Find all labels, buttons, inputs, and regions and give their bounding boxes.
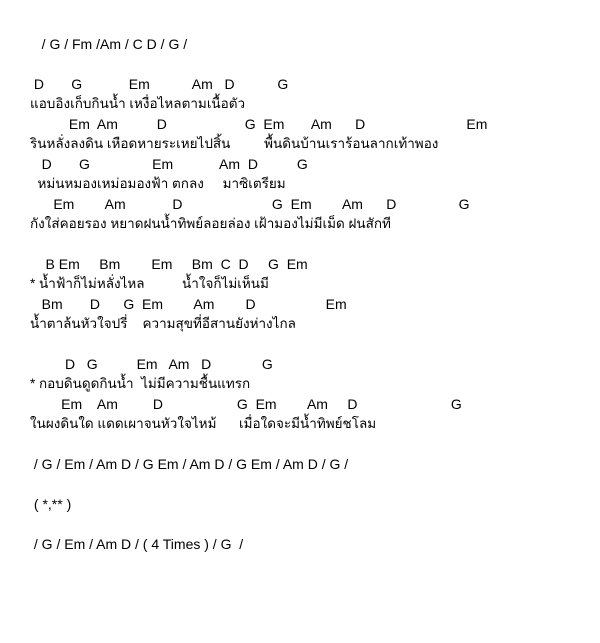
chord-line: Em Am D G Em Am D Em (30, 116, 488, 132)
outro-line: / G / Em / Am D / ( 4 Times ) / G / (30, 536, 244, 552)
instrumental-line: / G / Em / Am D / G Em / Am D / G Em / Am D / G / (30, 456, 349, 472)
chord-line: Bm D G Em Am D Em (30, 296, 347, 312)
lyric-line: น้ำตาล้นหัวใจปรี่ ความสุขที่อีสานยังห่างไกล (30, 316, 296, 331)
lyric-line: กังใส่คอยรอง หยาดฝนน้ำทิพย์ลอยล่อง เฝ้ามองไม่มีเม็ด ฝนสักที (30, 216, 391, 231)
repeat-marker: ( *,** ) (30, 496, 72, 512)
chord-line: Em Am D G Em Am D G (30, 196, 470, 212)
chord-line: D G Em Am D G (30, 356, 273, 372)
lyric-line: รินหลั่งลงดิน เหือดหายระเหยไปสิ้น พื้นดินบ้านเราร้อนลากเท้าพอง (30, 136, 439, 151)
chord-line: D G Em Am D G (30, 156, 308, 172)
lyric-line: ในผงดินใด แดดเผาจนหัวใจไหม้ เมื่อใดจะมีน้ำทิพย์ชโลม (30, 416, 377, 431)
intro-line: / G / Fm /Am / C D / G / (30, 36, 188, 52)
chord-line: B Em Bm Em Bm C D G Em (30, 256, 308, 272)
lyric-line: หม่นหมองเหม่อมองฟ้า ตกลง มาซิเตรียม (30, 176, 286, 191)
chord-line: Em Am D G Em Am D G (30, 396, 462, 412)
lyric-line: * กอบดินดูดกินน้ำ ไม่มีความชื้นแทรก (30, 376, 251, 391)
lyric-line: แอบอิงเก็บกินน้ำ เหงื่อไหลตามเนื้อตัว (30, 96, 246, 111)
lyric-line: * น้ำฟ้าก็ไม่หลั่งไหล น้ำใจก็ไม่เห็นมี (30, 276, 269, 291)
chord-line: D G Em Am D G (30, 76, 289, 92)
